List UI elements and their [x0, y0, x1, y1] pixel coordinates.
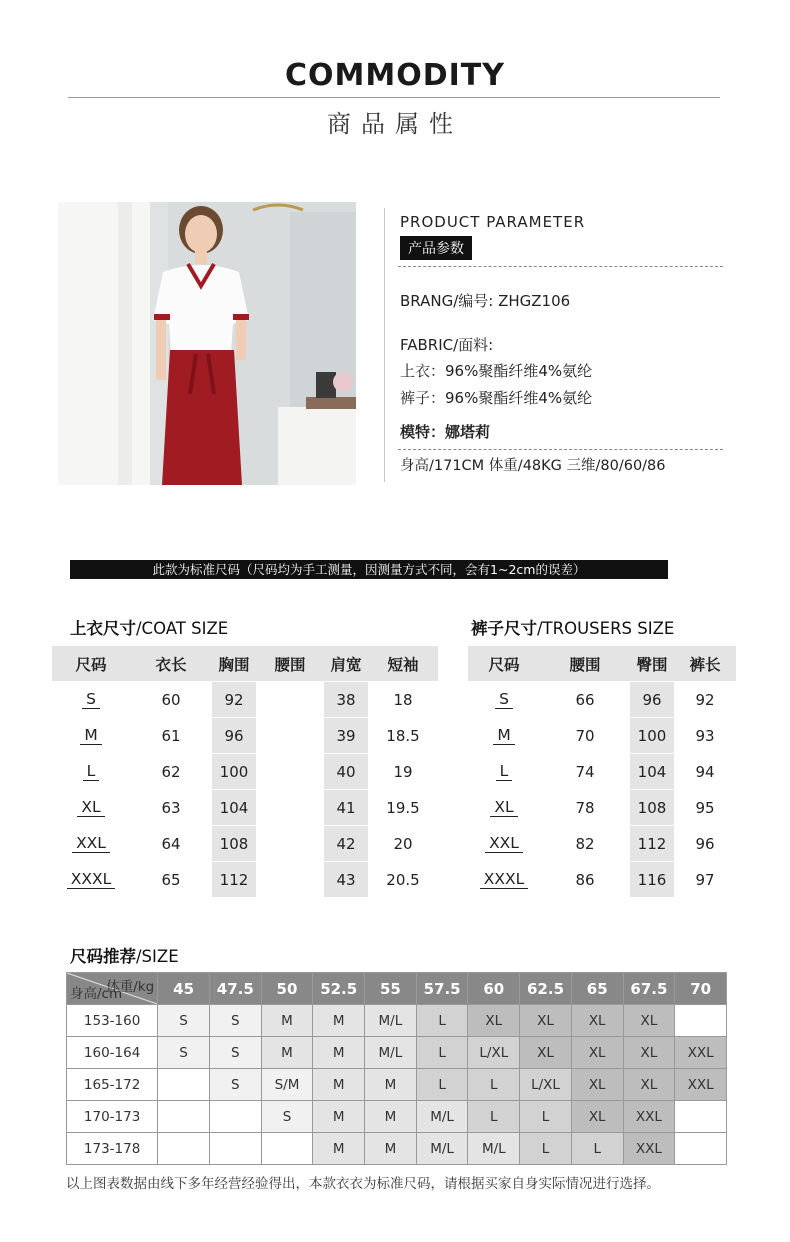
weight-header: 45: [158, 973, 210, 1005]
table-row: [468, 826, 736, 862]
size-cell: XXL: [623, 1133, 675, 1165]
table-row: [468, 790, 736, 826]
size-cell: S: [209, 1037, 261, 1069]
value-cell: 96: [212, 718, 256, 754]
value-cell: [256, 826, 324, 862]
table-row: [67, 1069, 727, 1101]
size-cell: M: [52, 718, 130, 754]
height-range-cell: 160-164: [67, 1037, 158, 1069]
size-cell: L/XL: [468, 1037, 520, 1069]
value-cell: 94: [674, 754, 736, 790]
size-cell: XL: [468, 1005, 520, 1037]
size-cell: L: [416, 1069, 468, 1101]
weight-axis-label: 体重/kg: [106, 979, 155, 995]
size-cell: L: [571, 1133, 623, 1165]
value-cell: 64: [130, 826, 212, 862]
column-header: 短袖: [368, 646, 438, 682]
table-row: [52, 754, 438, 790]
height-axis-label: 身高/cm: [70, 986, 123, 1002]
size-cell: S: [468, 682, 540, 718]
height-range-cell: 170-173: [67, 1101, 158, 1133]
column-header: 尺码: [52, 646, 130, 682]
size-cell: XXXL: [52, 862, 130, 898]
size-cell: M: [261, 1005, 313, 1037]
column-header: 肩宽: [324, 646, 368, 682]
size-cell: XXXL: [468, 862, 540, 898]
fabric-label: FABRIC/面料:: [400, 336, 494, 354]
size-cell: XL: [520, 1005, 572, 1037]
footnote: 以上图表数据由线下多年经营经验得出，本款衣衣为标准尺码，请根据买家自身实际情况进行选择。: [66, 1176, 660, 1192]
weight-header: 60: [468, 973, 520, 1005]
fabric-top: 上衣：96%聚酯纤维4%氨纶: [400, 362, 593, 380]
value-cell: 104: [630, 754, 674, 790]
dashed-divider: [398, 449, 723, 450]
column-header: 腰围: [256, 646, 324, 682]
size-cell: XL: [52, 790, 130, 826]
size-cell: XXL: [52, 826, 130, 862]
value-cell: [256, 862, 324, 898]
weight-header: 50: [261, 973, 313, 1005]
size-recommend-title: 尺码推荐/SIZE: [70, 947, 179, 966]
weight-header: 52.5: [313, 973, 365, 1005]
value-cell: 42: [324, 826, 368, 862]
size-cell: L: [468, 754, 540, 790]
size-cell: M: [365, 1101, 417, 1133]
size-cell: M: [313, 1069, 365, 1101]
brand-code: BRANG/编号: ZHGZ106: [400, 292, 571, 310]
value-cell: 100: [630, 718, 674, 754]
table-row: [468, 718, 736, 754]
table-row: [468, 862, 736, 898]
size-cell: M: [313, 1133, 365, 1165]
value-cell: 18.5: [368, 718, 438, 754]
value-cell: 112: [630, 826, 674, 862]
weight-header: 65: [571, 973, 623, 1005]
coat-size-table: [52, 646, 438, 898]
size-cell: XL: [571, 1101, 623, 1133]
size-cell: XL: [623, 1069, 675, 1101]
table-row: [52, 682, 438, 718]
size-cell: XL: [623, 1037, 675, 1069]
size-cell: M: [313, 1037, 365, 1069]
trousers-size-table: [468, 646, 736, 898]
size-cell: L: [468, 1069, 520, 1101]
model-name: 模特：娜塔莉: [400, 423, 491, 441]
size-cell: XXL: [623, 1101, 675, 1133]
product-photo: [58, 202, 356, 485]
size-cell: M: [468, 718, 540, 754]
column-header: 尺码: [468, 646, 540, 682]
size-recommend-table: [66, 972, 727, 1165]
value-cell: 18: [368, 682, 438, 718]
value-cell: 104: [212, 790, 256, 826]
value-cell: [256, 790, 324, 826]
column-header: 臀围: [630, 646, 674, 682]
size-cell: XL: [571, 1005, 623, 1037]
value-cell: 39: [324, 718, 368, 754]
column-header: 衣长: [130, 646, 212, 682]
size-cell: L: [520, 1133, 572, 1165]
page-title: COMMODITY: [285, 58, 505, 93]
value-cell: 62: [130, 754, 212, 790]
size-cell: L: [468, 1101, 520, 1133]
parameter-heading: PRODUCT PARAMETER: [400, 213, 586, 231]
value-cell: 116: [630, 862, 674, 898]
value-cell: 92: [674, 682, 736, 718]
value-cell: 74: [540, 754, 630, 790]
size-cell: S: [261, 1101, 313, 1133]
size-cell: L: [52, 754, 130, 790]
size-cell: M/L: [365, 1005, 417, 1037]
size-cell: XXL: [675, 1037, 727, 1069]
size-cell: M: [313, 1005, 365, 1037]
value-cell: 112: [212, 862, 256, 898]
size-cell: [675, 1005, 727, 1037]
height-range-cell: 173-178: [67, 1133, 158, 1165]
value-cell: 41: [324, 790, 368, 826]
table-row: [67, 1101, 727, 1133]
model-stats: 身高/171CM 体重/48KG 三维/80/60/86: [400, 458, 666, 474]
weight-header: 47.5: [209, 973, 261, 1005]
size-cell: M/L: [416, 1101, 468, 1133]
size-cell: S: [158, 1005, 210, 1037]
size-cell: XL: [571, 1069, 623, 1101]
size-cell: [209, 1101, 261, 1133]
value-cell: [256, 718, 324, 754]
table-corner: [67, 973, 158, 1005]
size-cell: XL: [520, 1037, 572, 1069]
value-cell: 61: [130, 718, 212, 754]
size-cell: L: [416, 1037, 468, 1069]
value-cell: 40: [324, 754, 368, 790]
value-cell: 86: [540, 862, 630, 898]
table-row: [52, 826, 438, 862]
value-cell: 60: [130, 682, 212, 718]
model-illustration: [58, 202, 356, 485]
table-row: [67, 1037, 727, 1069]
value-cell: 66: [540, 682, 630, 718]
table-row: [52, 862, 438, 898]
size-cell: M: [313, 1101, 365, 1133]
height-range-cell: 153-160: [67, 1005, 158, 1037]
value-cell: 93: [674, 718, 736, 754]
value-cell: [256, 754, 324, 790]
value-cell: 95: [674, 790, 736, 826]
size-cell: M: [261, 1037, 313, 1069]
value-cell: 19: [368, 754, 438, 790]
size-cell: [675, 1101, 727, 1133]
size-cell: S: [209, 1069, 261, 1101]
title-divider: [68, 97, 720, 98]
size-cell: [675, 1133, 727, 1165]
weight-header: 55: [365, 973, 417, 1005]
value-cell: 100: [212, 754, 256, 790]
size-cell: XL: [468, 790, 540, 826]
table-row: [67, 1133, 727, 1165]
column-header: 胸围: [212, 646, 256, 682]
height-range-cell: 165-172: [67, 1069, 158, 1101]
value-cell: 96: [674, 826, 736, 862]
size-cell: L: [520, 1101, 572, 1133]
fabric-pants: 裤子：96%聚酯纤维4%氨纶: [400, 389, 593, 407]
value-cell: 97: [674, 862, 736, 898]
table-row: [52, 718, 438, 754]
weight-header: 62.5: [520, 973, 572, 1005]
value-cell: 108: [212, 826, 256, 862]
trousers-size-title: 裤子尺寸/TROUSERS SIZE: [471, 619, 675, 638]
size-cell: L: [416, 1005, 468, 1037]
table-row: [67, 1005, 727, 1037]
size-cell: XL: [571, 1037, 623, 1069]
coat-size-title: 上衣尺寸/COAT SIZE: [70, 619, 229, 638]
value-cell: 82: [540, 826, 630, 862]
size-cell: XXL: [468, 826, 540, 862]
size-cell: S/M: [261, 1069, 313, 1101]
value-cell: 108: [630, 790, 674, 826]
weight-header: 70: [675, 973, 727, 1005]
value-cell: 63: [130, 790, 212, 826]
size-cell: M: [365, 1133, 417, 1165]
column-header: 腰围: [540, 646, 630, 682]
weight-header: 67.5: [623, 973, 675, 1005]
value-cell: [256, 682, 324, 718]
size-cell: [158, 1101, 210, 1133]
size-cell: S: [158, 1037, 210, 1069]
value-cell: 20: [368, 826, 438, 862]
size-cell: M/L: [365, 1037, 417, 1069]
parameter-divider: [384, 208, 385, 482]
size-cell: M: [365, 1069, 417, 1101]
weight-header: 57.5: [416, 973, 468, 1005]
dashed-divider: [398, 266, 723, 267]
value-cell: 19.5: [368, 790, 438, 826]
value-cell: 65: [130, 862, 212, 898]
value-cell: 92: [212, 682, 256, 718]
size-cell: [158, 1133, 210, 1165]
size-cell: M/L: [468, 1133, 520, 1165]
size-cell: XXL: [675, 1069, 727, 1101]
size-cell: S: [209, 1005, 261, 1037]
size-cell: XL: [623, 1005, 675, 1037]
size-cell: [261, 1133, 313, 1165]
table-row: [52, 790, 438, 826]
size-cell: M/L: [416, 1133, 468, 1165]
table-row: [468, 754, 736, 790]
column-header: 裤长: [674, 646, 736, 682]
size-cell: [158, 1069, 210, 1101]
page-subtitle: 商品属性: [327, 110, 463, 138]
value-cell: 78: [540, 790, 630, 826]
parameter-tag: 产品参数: [400, 236, 472, 260]
size-cell: L/XL: [520, 1069, 572, 1101]
value-cell: 96: [630, 682, 674, 718]
size-cell: S: [52, 682, 130, 718]
value-cell: 70: [540, 718, 630, 754]
size-cell: [209, 1133, 261, 1165]
value-cell: 43: [324, 862, 368, 898]
value-cell: 38: [324, 682, 368, 718]
table-row: [468, 682, 736, 718]
size-notice: 此款为标准尺码（尺码均为手工测量，因测量方式不同，会有1~2cm的误差）: [70, 560, 668, 579]
value-cell: 20.5: [368, 862, 438, 898]
